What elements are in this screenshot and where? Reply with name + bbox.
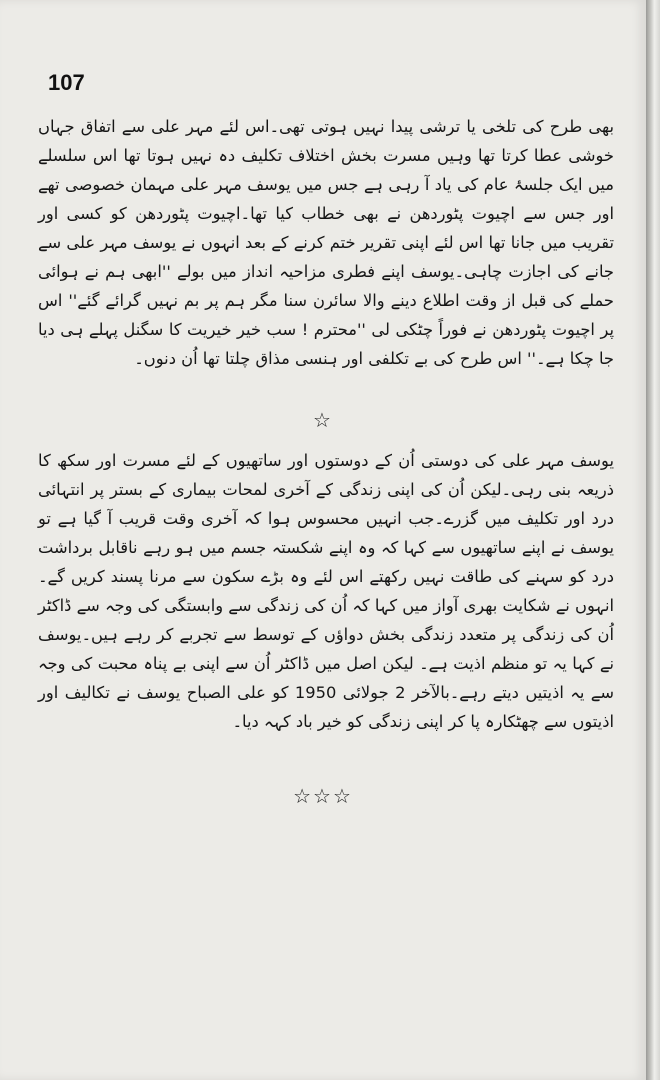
paragraph-2: یوسف مہر علی کی دوستی اُن کے دوستوں اور ساتھیوں کے لئے مسرت اور سکھ کا ذریعہ بنی رہی۔لیکن اُن کی اپنی زندگی کے آخری لمحات بیماری کے بستر پر انتہائی درد اور تکلیف میں گزرے۔جب انہیں محسوس ہوا کہ آخری وقت قریب آ گیا ہے تو یوسف نے اپنے ساتھیوں سے کہا کہ وہ اپنے شکستہ جسم میں ہو رہے ناقابل برداشت درد کو سہنے کی طاقت نہیں رکھتے اس لئے وہ بڑے سکون سے مرنا پسند کریں گے۔انہوں نے شکایت بھری آواز میں کہا کہ اُن کی زندگی سے وابستگی کی وجہ سے ڈاکٹر اُن کی زندگی پر متعدد زندگی بخش دواؤں کے توسط سے تجربے کر رہے ہیں۔یوسف نے کہا یہ تو منظم اذیت ہے۔ لیکن اصل میں ڈاکٹر اُن سے اپنی بے پناہ محبت کی وجہ سے یہ اذیتیں دیتے رہے۔بالآخر 2 جولائی 1950 کو علی الصباح یوسف نے تکالیف اور اذیتوں سے چھٹکارہ پا کر اپنی زندگی کو خیر باد کہہ دیا۔ xyxy=(38,451,614,731)
book-spine-edge xyxy=(646,0,660,1080)
paragraph-1: بھی طرح کی تلخی یا ترشی پیدا نہیں ہوتی تھی۔اس لئے مہر علی سے اتفاق جہاں خوشی عطا کرتا تھا وہیں مسرت بخش اختلاف تکلیف دہ نہیں ہوتا تھا اس سلسلے میں ایک جلسۂ عام کی یاد آ رہی ہے جس میں یوسف مہر علی مہمان خصوصی تھے اور جس سے اچیوت پٹوردھن نے بھی خطاب کیا تھا۔اچیوت پٹوردھن کو کسی اور تقریب میں جانا تھا اس لئے اپنی تقریر ختم کرنے کے بعد انہوں نے یوسف مہر علی سے جانے کی اجازت چاہی۔یوسف اپنے فطری مزاحیہ انداز میں بولے ''ابھی ہم نے ہوائی حملے کی قبل از وقت اطلاع دینے والا سائرن سنا مگر ہم پر بم نہیں گرائے گئے'' اس پر اچیوت پٹوردھن نے فوراً چٹکی لی ''محترم ! سب خیر خیریت کا سگنل پہلے ہی دیا جا چکا ہے۔'' اس طرح کی بے تکلفی اور ہنسی مذاق چلتا تھا اُن دنوں۔ xyxy=(38,117,614,368)
star-divider: ☆ xyxy=(313,408,333,432)
end-divider: ☆☆☆ xyxy=(293,784,353,808)
page-number: 107 xyxy=(48,70,85,95)
